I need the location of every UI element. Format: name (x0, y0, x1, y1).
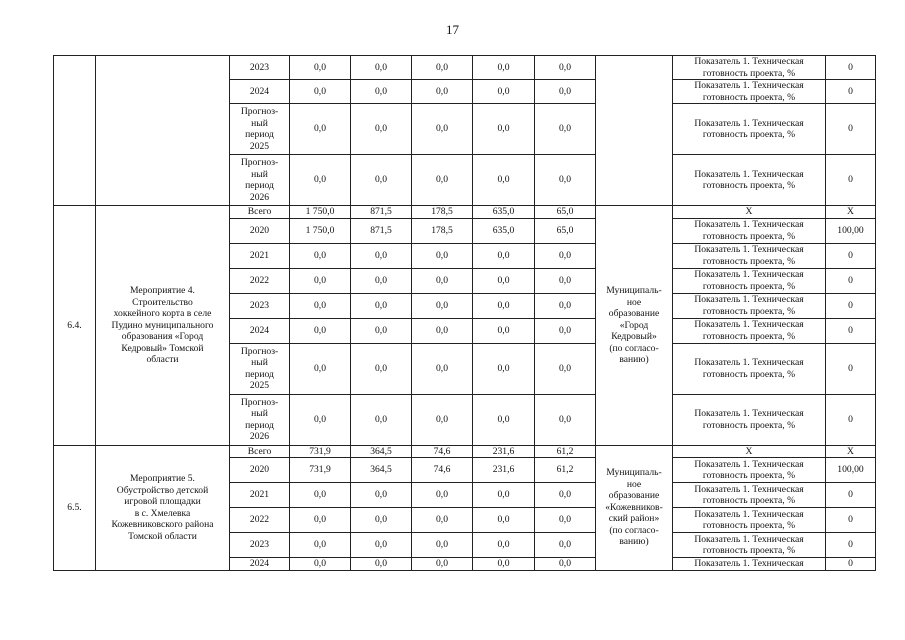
amount-cell: 0,0 (535, 80, 596, 104)
indicator-value: 0 (826, 155, 876, 206)
indicator-value: 0 (826, 56, 876, 80)
period-cell: Прогноз- ный период 2026 (230, 394, 290, 445)
amount-cell: 871,5 (351, 206, 412, 219)
period-cell: 2021 (230, 243, 290, 268)
indicator-value: 0 (826, 80, 876, 104)
responsible-party (596, 56, 673, 206)
indicator-value: 100,00 (826, 218, 876, 243)
period-cell: 2023 (230, 293, 290, 318)
indicator-cell: Показатель 1. Техническая готовность проекта, % (673, 318, 826, 343)
amount-cell: 0,0 (535, 243, 596, 268)
amount-cell: 0,0 (412, 318, 473, 343)
amount-cell: 0,0 (412, 483, 473, 508)
indicator-value: 0 (826, 533, 876, 558)
indicator-cell: Показатель 1. Техническая готовность проекта, % (673, 155, 826, 206)
amount-cell: 231,6 (473, 458, 535, 483)
amount-cell: 0,0 (351, 533, 412, 558)
amount-cell: 0,0 (290, 56, 351, 80)
amount-cell: 0,0 (412, 508, 473, 533)
amount-cell: 0,0 (473, 104, 535, 155)
period-cell: 2022 (230, 508, 290, 533)
amount-cell: 178,5 (412, 206, 473, 219)
indicator-cell: Показатель 1. Техническая готовность проекта, % (673, 394, 826, 445)
amount-cell: 0,0 (473, 80, 535, 104)
period-cell: 2024 (230, 318, 290, 343)
indicator-cell: Показатель 1. Техническая готовность проекта, % (673, 533, 826, 558)
amount-cell: 0,0 (473, 343, 535, 394)
amount-cell: 0,0 (412, 558, 473, 571)
amount-cell: 0,0 (535, 56, 596, 80)
amount-cell: 0,0 (473, 394, 535, 445)
amount-cell: 0,0 (473, 508, 535, 533)
indicator-value: 0 (826, 343, 876, 394)
indicator-value: 0 (826, 243, 876, 268)
indicator-value: 0 (826, 268, 876, 293)
amount-cell: 0,0 (351, 508, 412, 533)
item-number (54, 56, 96, 206)
amount-cell: 731,9 (290, 445, 351, 458)
amount-cell: 0,0 (535, 343, 596, 394)
table-row (54, 445, 876, 458)
amount-cell: 0,0 (290, 318, 351, 343)
amount-cell: 0,0 (535, 268, 596, 293)
indicator-value: 0 (826, 508, 876, 533)
amount-cell: 0,0 (290, 394, 351, 445)
amount-cell: 0,0 (412, 56, 473, 80)
indicator-cell: Показатель 1. Техническая готовность проекта, % (673, 483, 826, 508)
amount-cell: 65,0 (535, 206, 596, 219)
amount-cell: 0,0 (412, 293, 473, 318)
amount-cell: 0,0 (473, 243, 535, 268)
amount-cell: 0,0 (535, 104, 596, 155)
amount-cell: 364,5 (351, 445, 412, 458)
amount-cell: 0,0 (351, 558, 412, 571)
amount-cell: 0,0 (290, 104, 351, 155)
amount-cell: 0,0 (351, 394, 412, 445)
amount-cell: 635,0 (473, 218, 535, 243)
amount-cell: 0,0 (473, 533, 535, 558)
amount-cell: 0,0 (290, 558, 351, 571)
amount-cell: 0,0 (535, 394, 596, 445)
table-row (54, 206, 876, 219)
amount-cell: 0,0 (290, 533, 351, 558)
indicator-value: 0 (826, 483, 876, 508)
period-cell: Прогноз- ный период 2026 (230, 155, 290, 206)
amount-cell: 0,0 (290, 155, 351, 206)
indicator-cell: Показатель 1. Техническая готовность проекта, % (673, 218, 826, 243)
period-cell: 2024 (230, 80, 290, 104)
period-cell: 2022 (230, 268, 290, 293)
amount-cell: 61,2 (535, 445, 596, 458)
amount-cell: 0,0 (473, 56, 535, 80)
program-table (53, 55, 876, 571)
amount-cell: 731,9 (290, 458, 351, 483)
amount-cell: 231,6 (473, 445, 535, 458)
amount-cell: 0,0 (351, 155, 412, 206)
item-name: Мероприятие 5. Обустройство детской игровой площадки в с. Хмелевка Кожевниковского района Томской области (96, 445, 230, 570)
amount-cell: 0,0 (290, 508, 351, 533)
amount-cell: 0,0 (535, 293, 596, 318)
amount-cell: 0,0 (351, 268, 412, 293)
table-body (54, 56, 876, 571)
indicator-cell: Показатель 1. Техническая готовность проекта, % (673, 458, 826, 483)
amount-cell: 0,0 (412, 155, 473, 206)
indicator-cell: X (673, 445, 826, 458)
amount-cell: 0,0 (351, 293, 412, 318)
indicator-cell: Показатель 1. Техническая готовность проекта, % (673, 80, 826, 104)
amount-cell: 74,6 (412, 445, 473, 458)
amount-cell: 0,0 (290, 343, 351, 394)
amount-cell: 1 750,0 (290, 206, 351, 219)
indicator-value: 100,00 (826, 458, 876, 483)
item-number: 6.4. (54, 206, 96, 446)
indicator-cell: X (673, 206, 826, 219)
amount-cell: 0,0 (290, 243, 351, 268)
amount-cell: 0,0 (535, 508, 596, 533)
period-cell: 2020 (230, 458, 290, 483)
amount-cell: 0,0 (412, 343, 473, 394)
period-cell: 2020 (230, 218, 290, 243)
indicator-cell: Показатель 1. Техническая готовность проекта, % (673, 243, 826, 268)
period-cell: 2021 (230, 483, 290, 508)
indicator-value: X (826, 445, 876, 458)
amount-cell: 0,0 (473, 293, 535, 318)
indicator-cell: Показатель 1. Техническая готовность проекта, % (673, 56, 826, 80)
amount-cell: 0,0 (351, 56, 412, 80)
amount-cell: 61,2 (535, 458, 596, 483)
period-cell: Прогноз- ный период 2025 (230, 343, 290, 394)
amount-cell: 0,0 (412, 268, 473, 293)
amount-cell: 635,0 (473, 206, 535, 219)
amount-cell: 871,5 (351, 218, 412, 243)
amount-cell: 74,6 (412, 458, 473, 483)
indicator-cell: Показатель 1. Техническая готовность проекта, % (673, 343, 826, 394)
amount-cell: 0,0 (473, 558, 535, 571)
amount-cell: 0,0 (473, 318, 535, 343)
amount-cell: 0,0 (351, 343, 412, 394)
amount-cell: 364,5 (351, 458, 412, 483)
amount-cell: 0,0 (290, 268, 351, 293)
item-number: 6.5. (54, 445, 96, 570)
amount-cell: 0,0 (412, 104, 473, 155)
indicator-cell: Показатель 1. Техническая (673, 558, 826, 571)
indicator-value: X (826, 206, 876, 219)
responsible-party: Муниципаль- ное образование «Город Кедровый» (по согласо- ванию) (596, 206, 673, 446)
amount-cell: 0,0 (535, 558, 596, 571)
amount-cell: 0,0 (412, 243, 473, 268)
page-number: 17 (446, 22, 459, 37)
amount-cell: 0,0 (535, 533, 596, 558)
amount-cell: 0,0 (535, 318, 596, 343)
amount-cell: 65,0 (535, 218, 596, 243)
period-cell: 2024 (230, 558, 290, 571)
indicator-value: 0 (826, 104, 876, 155)
amount-cell: 0,0 (412, 394, 473, 445)
indicator-cell: Показатель 1. Техническая готовность проекта, % (673, 293, 826, 318)
amount-cell: 178,5 (412, 218, 473, 243)
amount-cell: 0,0 (290, 483, 351, 508)
period-cell: Всего (230, 445, 290, 458)
item-name (96, 56, 230, 206)
amount-cell: 0,0 (412, 533, 473, 558)
amount-cell: 0,0 (351, 80, 412, 104)
amount-cell: 0,0 (473, 483, 535, 508)
amount-cell: 0,0 (290, 293, 351, 318)
indicator-value: 0 (826, 318, 876, 343)
indicator-cell: Показатель 1. Техническая готовность проекта, % (673, 104, 826, 155)
period-cell: Прогноз- ный период 2025 (230, 104, 290, 155)
amount-cell: 0,0 (351, 243, 412, 268)
table-row (54, 56, 876, 80)
period-cell: Всего (230, 206, 290, 219)
amount-cell: 0,0 (351, 483, 412, 508)
amount-cell: 0,0 (351, 104, 412, 155)
period-cell: 2023 (230, 533, 290, 558)
amount-cell: 0,0 (351, 318, 412, 343)
amount-cell: 1 750,0 (290, 218, 351, 243)
amount-cell: 0,0 (473, 155, 535, 206)
amount-cell: 0,0 (535, 483, 596, 508)
indicator-value: 0 (826, 558, 876, 571)
amount-cell: 0,0 (412, 80, 473, 104)
period-cell: 2023 (230, 56, 290, 80)
item-name: Мероприятие 4. Строительство хоккейного корта в селе Пудино муниципального образования «Город Кедровый» Томской области (96, 206, 230, 446)
indicator-value: 0 (826, 394, 876, 445)
indicator-cell: Показатель 1. Техническая готовность проекта, % (673, 508, 826, 533)
responsible-party: Муниципаль- ное образование «Кожевников- ский район» (по согласо- ванию) (596, 445, 673, 570)
indicator-cell: Показатель 1. Техническая готовность проекта, % (673, 268, 826, 293)
amount-cell: 0,0 (535, 155, 596, 206)
indicator-value: 0 (826, 293, 876, 318)
amount-cell: 0,0 (473, 268, 535, 293)
amount-cell: 0,0 (290, 80, 351, 104)
